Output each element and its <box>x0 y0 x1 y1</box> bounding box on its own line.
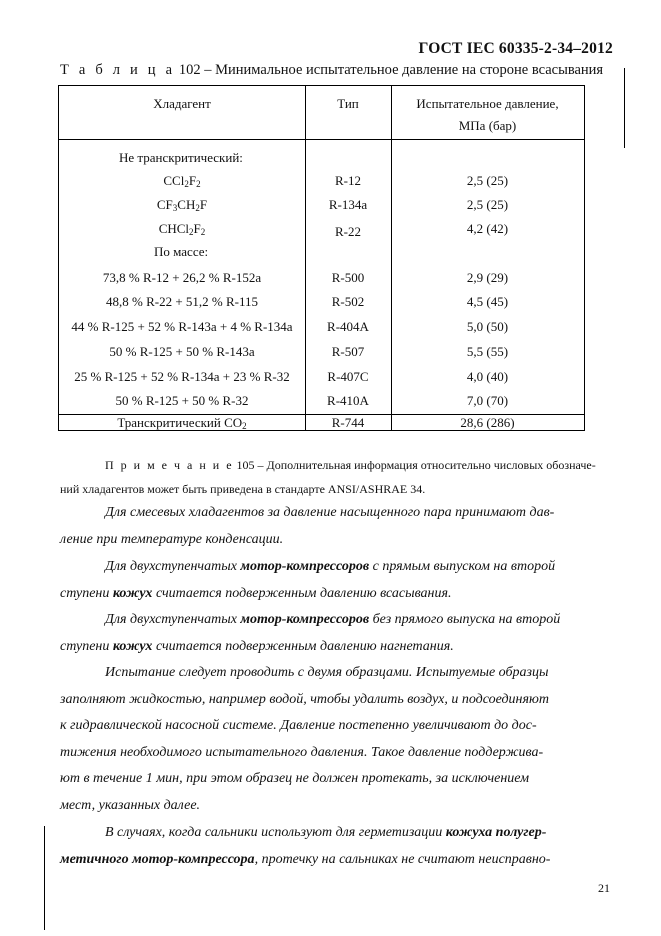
table-caption <box>60 62 603 79</box>
refrigerant-formula: Транскритический $CO_2$ <box>117 415 247 431</box>
note-line2: ний хладагентов может быть приведена в стандарте ANSI/ASHRAE 34. <box>60 482 426 496</box>
test-pressure: 28,6 (286) <box>460 415 515 430</box>
refrigerant-type: R-12 <box>335 173 361 188</box>
paragraph-1-line-2: ление при температуре конденсации. <box>60 532 284 547</box>
refrigerant-type: R-407C <box>327 369 369 384</box>
note-line1: 105 – Дополнительная информация относительно числовых обозначе- <box>236 458 596 472</box>
refrigerant-formula: $CCl_2F_2$ <box>163 173 201 189</box>
refrigerant-formula: $CF_3CH_2F$ <box>156 197 208 213</box>
header-type: Тип <box>337 96 359 111</box>
test-pressure: 7,0 (70) <box>466 393 509 408</box>
document-code: ГОСТ IEC 60335-2-34–2012 <box>418 40 613 57</box>
group-label: Не транскритический: <box>119 150 243 165</box>
refrigerant-type: R-502 <box>331 294 365 309</box>
paragraph-5-line-1: В случаях, когда сальники используют для герметизации кожуха полугер- <box>105 825 547 840</box>
refrigerant-type: R-404A <box>327 319 369 334</box>
paragraph-2-line-2: ступени кожух считается подверженным давлению всасывания. <box>60 586 452 601</box>
paragraph-3-line-1: Для двухступенчатых мотор-компрессоров без прямого выпуска на второй <box>105 612 561 627</box>
refrigerant-mix: 50 % R-125 + 50 % R-32 <box>115 393 249 408</box>
caption-prefix: Т а б л и ц а <box>60 62 176 78</box>
refrigerant-type: R-134a <box>328 197 368 212</box>
test-pressure: 4,5 (45) <box>466 294 509 309</box>
refrigerant-mix: 25 % R-125 + 52 % R-134a + 23 % R-32 <box>74 369 290 384</box>
refrigerant-type: R-507 <box>331 344 365 359</box>
header-refrigerant: Хладагент <box>153 96 211 111</box>
refrigerant-type: R-410A <box>327 393 369 408</box>
paragraph-5-line-2: метичного мотор-компрессора, протечку на сальниках не считают неисправно- <box>60 852 551 867</box>
refrigerant-mix: 48,8 % R-22 + 51,2 % R-115 <box>105 294 258 309</box>
refrigerant-type: R-500 <box>331 270 365 285</box>
margin-bar-top-right <box>624 68 625 148</box>
test-pressure: 5,0 (50) <box>466 319 509 334</box>
paragraph-3-line-2: ступени кожух считается подверженным давлению нагнетания. <box>60 639 454 654</box>
test-pressure: 2,5 (25) <box>466 197 509 212</box>
paragraph-1-line-1: Для смесевых хладагентов за давление насыщенного пара принимают дав- <box>105 505 555 520</box>
test-pressure: 4,0 (40) <box>466 369 509 384</box>
paragraph-4-line-1: Испытание следует проводить с двумя образцами. Испытуемые образцы <box>105 665 549 680</box>
caption-text: 102 – Минимальное испытательное давление на стороне всасывания <box>178 62 604 78</box>
refrigerant-mix: 73,8 % R-12 + 26,2 % R-152a <box>102 270 262 285</box>
header-separator <box>59 139 584 140</box>
note-prefix: П р и м е ч а н и е <box>105 458 234 472</box>
refrigerant-table <box>58 85 585 431</box>
paragraph-4-line-4: тижения необходимого испытательного давления. Такое давление поддержива- <box>60 745 544 760</box>
test-pressure: 2,9 (29) <box>466 270 509 285</box>
test-pressure: 5,5 (55) <box>466 344 509 359</box>
refrigerant-type: R-22 <box>335 224 361 239</box>
test-pressure: 2,5 (25) <box>466 173 509 188</box>
page-number: 21 <box>598 881 610 895</box>
table-note <box>105 453 615 478</box>
refrigerant-mix: 50 % R-125 + 50 % R-143a <box>109 344 255 359</box>
margin-bar-bottom-left <box>44 826 45 930</box>
test-pressure: 4,2 (42) <box>466 221 509 236</box>
header-pressure-line2: МПа (бар) <box>458 118 517 133</box>
paragraph-4-line-6: мест, указанных далее. <box>60 798 201 813</box>
paragraph-4-line-2: заполняют жидкостью, например водой, чтобы удалить воздух, и подсоединяют <box>60 692 549 707</box>
paragraph-4-line-5: ют в течение 1 мин, при этом образец не должен протекать, за исключением <box>60 771 530 786</box>
refrigerant-type: R-744 <box>331 415 365 430</box>
header-pressure-line1: Испытательное давление, <box>416 96 559 111</box>
refrigerant-formula: $CHCl_2F_2$ <box>158 221 206 237</box>
group-label: По массе: <box>154 244 209 259</box>
refrigerant-mix: 44 % R-125 + 52 % R-143a + 4 % R-134a <box>71 319 293 334</box>
paragraph-4-line-3: к гидравлической насосной системе. Давление постепенно увеличивают до дос- <box>60 718 537 733</box>
paragraph-2-line-1: Для двухступенчатых мотор-компрессоров с прямым выпуском на второй <box>105 559 556 574</box>
